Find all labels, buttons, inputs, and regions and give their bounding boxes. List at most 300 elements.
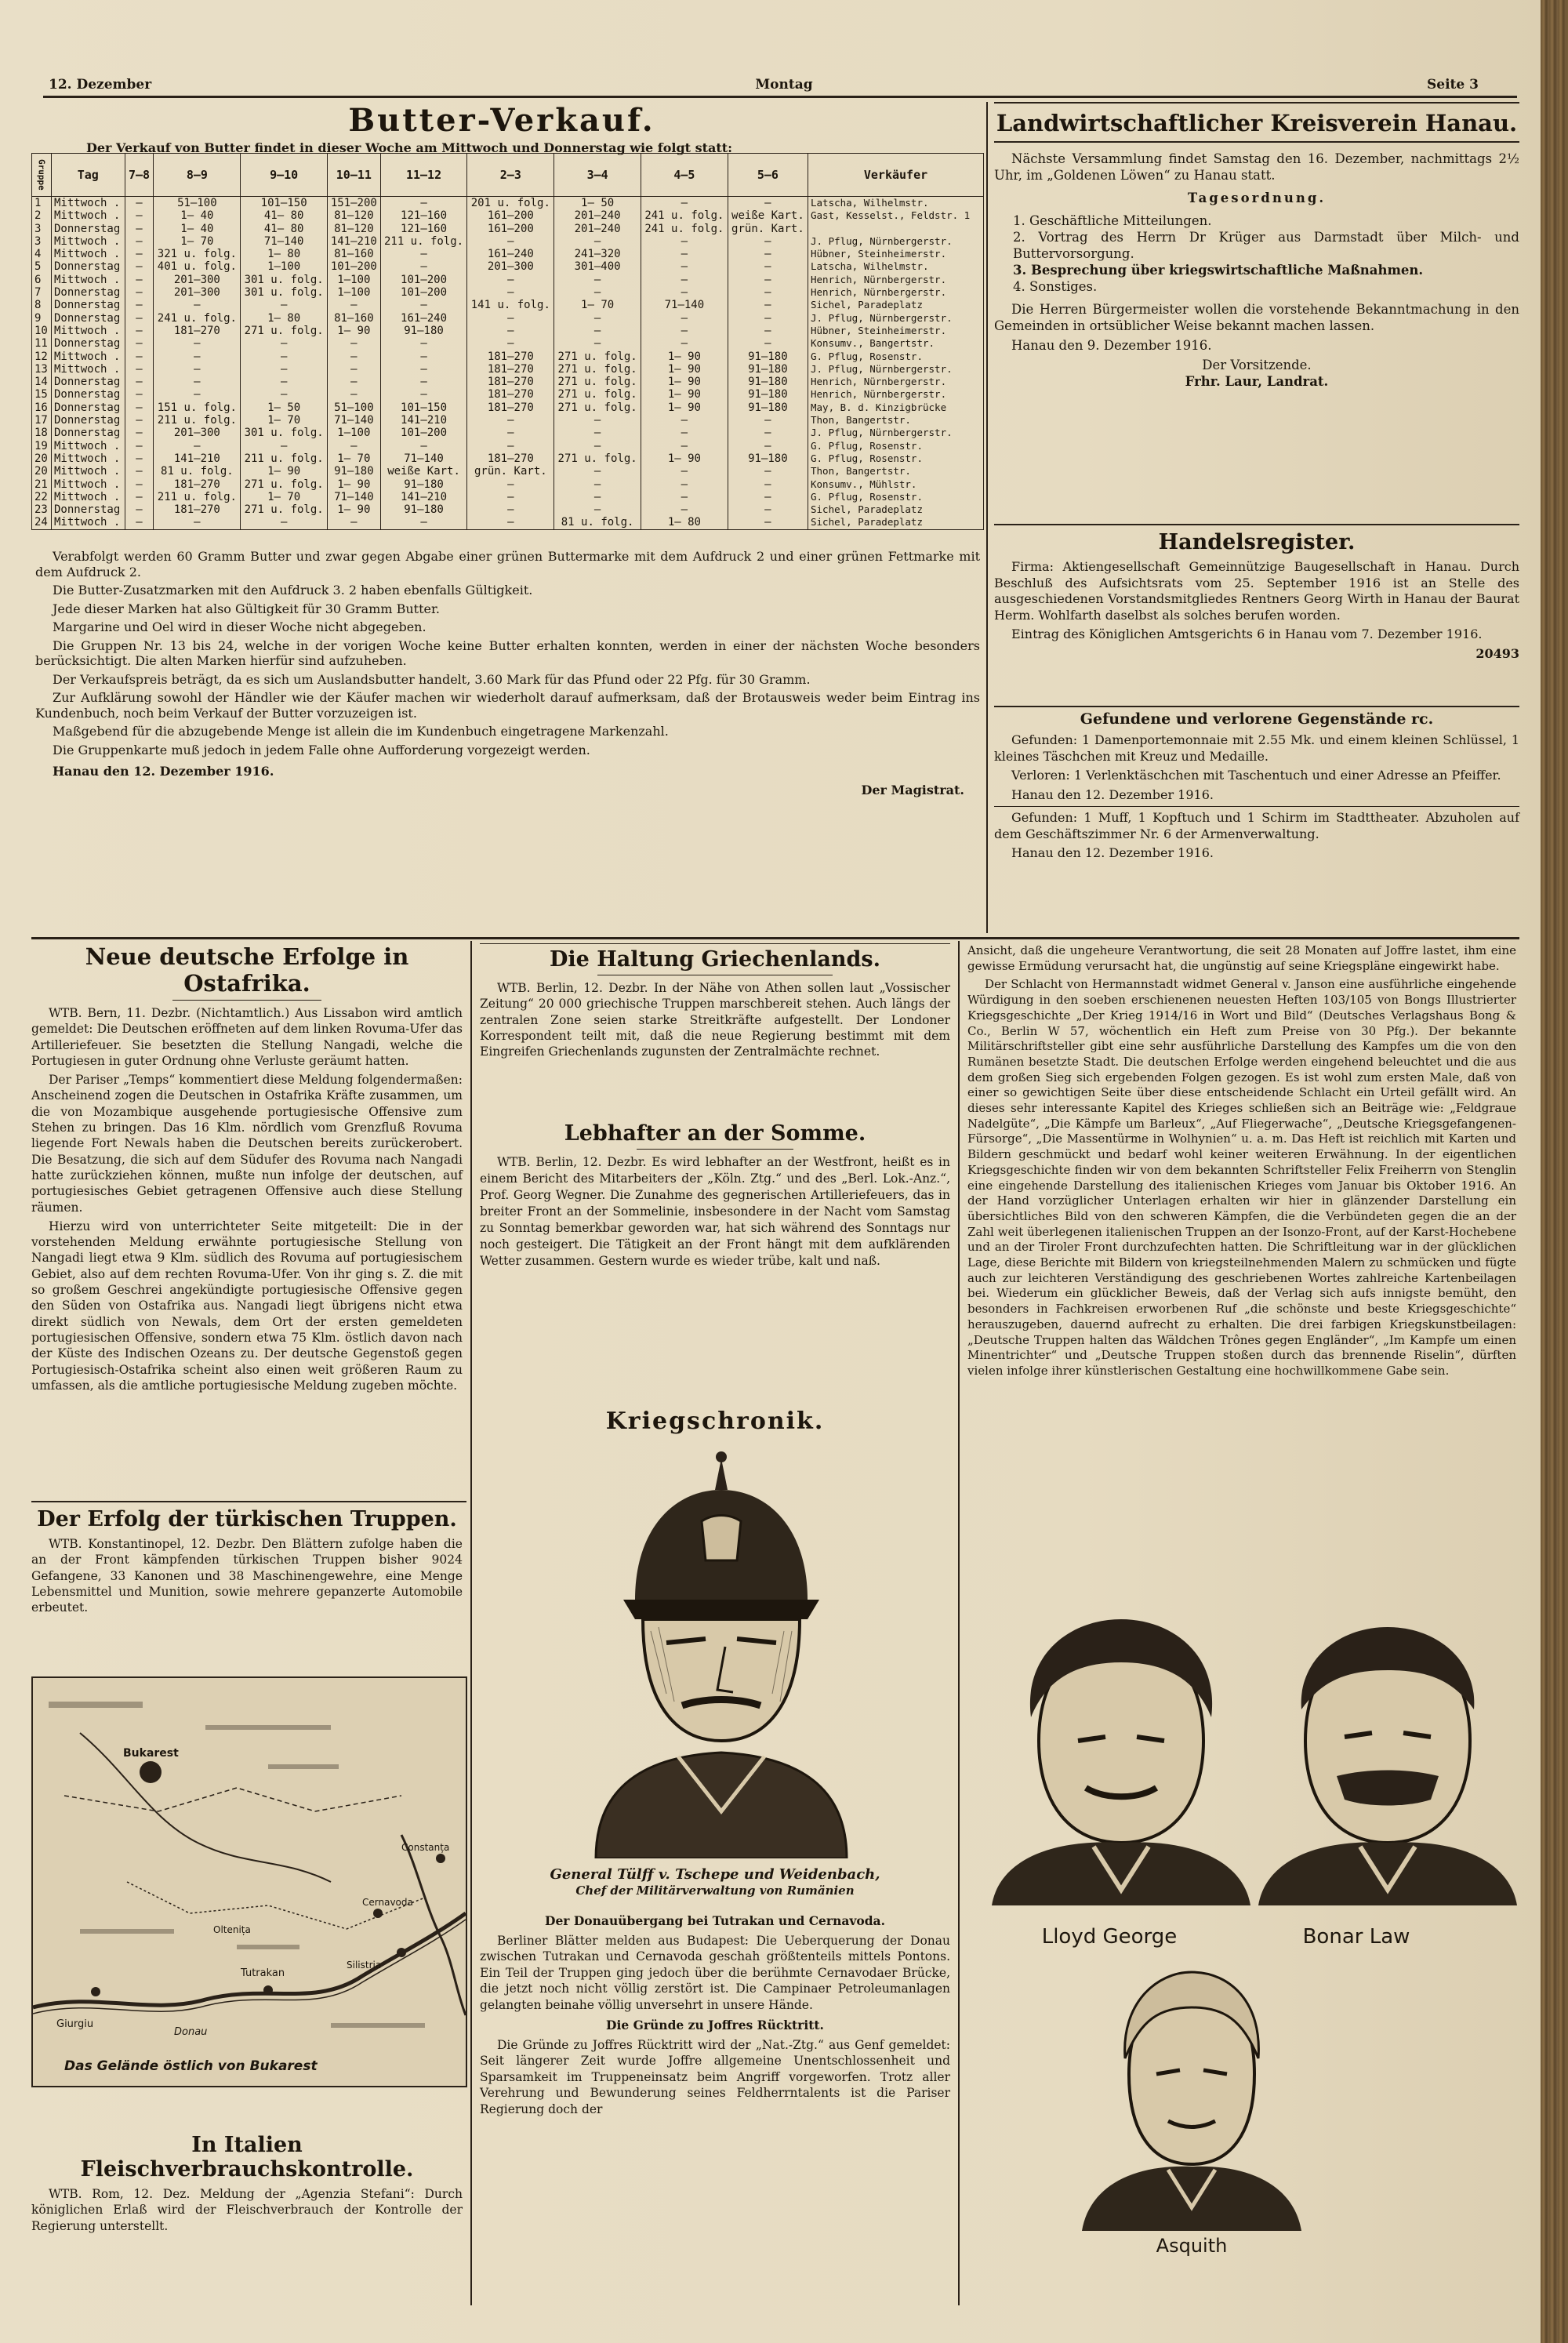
handelsregister-entry: Eintrag des Königlichen Amtsgerichts 6 in Hanau vom 7. Dezember 1916. [1011,627,1483,641]
label-bonar-law: Bonar Law [1302,1925,1410,1949]
tuerken-section [31,1507,463,1618]
table-cell: — [154,516,241,529]
ostafrika-section [31,943,463,1397]
table-cell: 8 [32,299,52,311]
kriegsgeschichte-review: Der Schlacht von Hermannstadt widmet General v. Janson eine ausführliche eingehende Würdigung in den soeben erschienenen neuesten Heften 103/105 von Bongs Illustrierter Kriegsgeschichte „Der Krieg 1914/16 in Wort und Bild“ (Deutsches Verlagshaus Bong & Co., Berlin W 57, wöchentlich ein Heft zum Preise von 30 Pfg.). Der bekannte Militärschriftsteller gibt eine sehr ausführliche Darstellung des Kampfes um die von den Rumänen besetzte Stadt. Die deutschen Erfolge werden eingehend beleuchtet und die aus dem großen Sieg sich ergebenden Folgen gezogen. Es ist wohl zum ersten Male, daß von einer so gewichtigen Seite über diese entscheidende Schlacht ein Urteil gefällt wird. An dieses sehr interessante Kapitel des Krieges schließen sich an Beiträge wie: „Feldgraue Nadelgüte“, „Die Kämpfe um Barleux“, „Auf Fliegerwache“, „Deutsche Kriegsgefangenen-Fürsorge“, „Die Massentürme in Wolhynien“ u. a. m. Das Heft ist reichlich mit Karten und Bildern geschmückt und bedarf wohl keiner weiteren Erwähnung. In der eigentlichen Kriegsgeschichte finden wir von dem bekannten Schriftsteller Felix Freiherrn von Stenglin eine eingehende Darstellung des italienischen Krieges vom Januar bis Oktober 1916. An der Hand vorzüglicher Unterlagen erhalten wir hier in glänzender Darstellung ein übersichtliches Bild von den schweren Kämpfen, die die Verbündeten gegen die an der Zahl weit überlegenen italienischen Truppen an der Isonzo-Front, auf der Karst-Hochebene und an der Tiroler Front durchzufechten hatten. Die Schriftleitung war in der glücklichen Lage, diese Berichte mit Bildern von kriegsteilnehmenden Malern zu schmücken und fügte auch zur leichteren Verständigung des geschriebenen Wortes zahlreiche Kartenbeilagen bei. Wiederum ein glücklicher Beweis, daß der Verlag sich aufs innigste bemüht, den besonders in Fachkreisen erworbenen Ruf „die schönste und beste Kriegsgeschichte“ herauszugeben, dauernd aufrecht zu erhalten. Die drei farbigen Kriegskunstbeilagen: „Deutsche Truppen halten das Wäldchen Trônes gegen Engländer“, „Im Kampfe um einen Minentrichter“ und „Deutsche Truppen stoßen durch das brennende Riselin“, dürften vielen infolge ihrer künstlerischen Gestaltung eine hochwillkommene Gabe sein. [967,977,1516,1378]
table-cell: 91—180 [728,363,808,376]
table-cell: 301—400 [554,260,641,273]
lower-divider-right [958,941,960,2305]
table-cell: 181—270 [467,351,554,363]
table-cell: 241 u. folg. [154,312,241,325]
politician-portraits-top [976,1607,1517,1921]
table-cell: — [467,414,554,427]
kreisverein-rule-top [994,102,1519,104]
tuerken-title: Der Erfolg der türkischen Truppen. [37,1507,457,1531]
table-cell: Thon, Bangertstr. [808,414,984,427]
butter-dateline: Hanau den 12. Dezember 1916. [53,764,274,779]
table-cell: 241—320 [554,248,641,260]
table-cell: 1— 90 [641,452,728,465]
table-cell: — [125,363,154,376]
table-cell: — [728,503,808,516]
table-cell: grün. Kart. [728,223,808,235]
table-header-cell: 4—5 [641,154,728,197]
butter-intro: Der Verkauf von Butter findet in dieser Woche am Mittwoch und Donnerstag wie folgt statt: [86,140,733,155]
map-label-tutrakan: Tutrakan [241,1967,285,1979]
table-row [32,516,984,529]
handelsregister-number: 20493 [1475,645,1519,661]
italien-section [31,2133,463,2237]
table-cell: 241 u. folg. [641,209,728,222]
table-cell: 12 [32,351,52,363]
table-cell: 10 [32,325,52,337]
table-cell: 19 [32,440,52,452]
table-cell: — [728,516,808,529]
table-cell: — [125,312,154,325]
fundsachen-rule [994,706,1519,707]
table-cell: Donnerstag [52,376,125,388]
table-cell: — [380,376,467,388]
book-binding [1541,0,1568,2343]
table-cell: 271 u. folg. [554,388,641,401]
table-cell: — [125,516,154,529]
table-cell: 20 [32,465,52,478]
fundsachen-dateline-1: Hanau den 12. Dezember 1916. [1011,786,1214,802]
table-cell: G. Pflug, Rosenstr. [808,351,984,363]
table-cell: — [554,325,641,337]
table-cell: — [728,440,808,452]
table-cell: 121—160 [380,223,467,235]
table-cell: Donnerstag [52,427,125,439]
table-cell: — [125,325,154,337]
table-row [32,286,984,299]
table-cell: — [467,235,554,248]
table-cell: — [467,478,554,491]
table-cell: 22 [32,491,52,503]
table-cell: 1— 70 [554,299,641,311]
handelsregister-section [994,530,1519,662]
table-cell: — [241,516,328,529]
table-cell: 18 [32,427,52,439]
table-cell: 141—210 [328,235,381,248]
table-cell: — [467,274,554,286]
butter-note-6: Der Verkaufspreis beträgt, da es sich um Auslandsbutter handelt, 3.60 Mark für das Pfund oder 22 Pfg. für 30 Gramm. [53,671,811,687]
table-cell: 1— 70 [241,491,328,503]
table-cell: — [641,274,728,286]
running-page-number: Seite 3 [1427,77,1479,93]
table-row [32,248,984,260]
map-label-oltenita: Oltenița [213,1924,251,1935]
table-cell: Donnerstag [52,223,125,235]
table-cell: 301 u. folg. [241,427,328,439]
butter-schedule-table [31,153,984,530]
table-cell: 91—180 [380,325,467,337]
right-column-text [967,943,1516,1382]
table-cell: 2 [32,209,52,222]
table-cell: — [241,299,328,311]
table-cell: G. Pflug, Rosenstr. [808,440,984,452]
table-cell: 51—100 [154,197,241,210]
table-cell: 15 [32,388,52,401]
kreisverein-rule-bottom [994,141,1519,143]
table-cell: 271 u. folg. [554,363,641,376]
table-cell: 301 u. folg. [241,274,328,286]
table-row [32,299,984,311]
table-cell: Mittwoch . [52,325,125,337]
ostafrika-para-2: Der Pariser „Temps“ kommentiert diese Meldung folgendermaßen: Anscheinend zogen die Deutschen in Ostafrika Kräfte zusammen, um die von Mozambique ausgehende portugiesische Offensive zum Stehen zu bringen. Das 16 Klm. nördlich vom Grenzfluß Rovuma liegende Fort Newals haben die Deutschen bereits zurückerobert. Die Besatzung, die sich auf dem Südufer des Rovuma nach Nangadi hatte zurückziehen können, mußte nun infolge der deutschen, auf portugiesisches Gebiet getragenen Offensive auch diese Stellung räumen. [31,1073,463,1215]
table-cell: — [125,209,154,222]
table-cell: 1— 70 [241,414,328,427]
table-cell: — [728,312,808,325]
table-cell: 24 [32,516,52,529]
table-cell: 16 [32,401,52,414]
table-row [32,376,984,388]
table-cell: Donnerstag [52,312,125,325]
tuerken-rule [31,1501,466,1502]
map-caption: Das Gelände östlich von Bukarest [64,2058,318,2074]
table-cell: — [554,427,641,439]
table-cell: — [125,427,154,439]
table-cell: — [641,235,728,248]
table-cell: — [728,197,808,210]
table-cell: 81—120 [328,209,381,222]
table-cell: 1— 70 [328,452,381,465]
table-row [32,440,984,452]
table-cell: 71—140 [328,491,381,503]
fundsachen-dateline-2: Hanau den 12. Dezember 1916. [1011,845,1214,860]
table-cell: 1— 80 [641,516,728,529]
italien-title: In Italien Fleischverbrauchskontrolle. [80,2133,414,2181]
table-cell: — [641,465,728,478]
table-cell: — [328,388,381,401]
table-cell: — [728,235,808,248]
table-header-cell: Gruppe [32,154,52,197]
somme-text: WTB. Berlin, 12. Dezbr. Es wird lebhafter an der Westfront, heißt es in einem Bericht des Mitarbeiters der „Köln. Ztg.“ und des „Berl. Lok.-Anz.“, Prof. Georg Wegner. Die Zunahme des gegnerischen Artilleriefeuers, das in breiter Front an der Sommelinie, insbesondere in der Nacht vom Samstag zu Sonntag bemerkbar geworden war, hat sich während des Sonntags nur noch gesteigert. Die Tätigkeit an der Front hängt mit dem aufklärenden Wetter zusammen. Gestern wurde es wieder trübe, kalt und naß. [480,1155,950,1268]
table-cell: 7 [32,286,52,299]
table-cell: 141—210 [154,452,241,465]
butter-note-5: Die Gruppen Nr. 13 bis 24, welche in der vorigen Woche keine Butter erhalten konnten, werden in einer der nächsten Woche besonders berücksichtigt. Die alten Marken hierfür sind aufzuheben. [35,638,980,668]
table-cell: Konsumv., Mühlstr. [808,478,984,491]
table-cell: 151—200 [328,197,381,210]
table-header-cell: 10—11 [328,154,381,197]
portrait-caption-2: Chef der Militärverwaltung von Rumänien [575,1883,855,1898]
table-cell: 201—300 [154,427,241,439]
table-cell: 161—240 [467,248,554,260]
butter-note-2: Die Butter-Zusatzmarken mit den Aufdruck 3. 2 haben ebenfalls Gültigkeit. [53,583,533,598]
kreisverein-section [994,102,1519,390]
table-cell: — [641,440,728,452]
ostafrika-title: Neue deutsche Erfolge in Ostafrika. [85,943,409,997]
table-cell: — [125,197,154,210]
table-cell: 181—270 [467,376,554,388]
table-cell: — [467,337,554,350]
table-cell: — [641,478,728,491]
table-cell: 1— 90 [641,401,728,414]
table-cell: Mittwoch . [52,516,125,529]
portrait-caption-1: General Tülff v. Tschepe und Weidenbach, [550,1866,880,1883]
table-cell: — [641,337,728,350]
table-row [32,401,984,414]
table-cell: 91—180 [728,351,808,363]
table-cell: 1— 80 [241,248,328,260]
table-cell: — [154,440,241,452]
griechenland-rule-top [480,943,950,944]
table-cell: 1— 50 [241,401,328,414]
table-cell: — [728,260,808,273]
table-cell: 1— 40 [154,223,241,235]
kreisverein-title: Landwirtschaftlicher Kreisverein Hanau. [996,110,1518,136]
table-cell: 71—140 [641,299,728,311]
table-cell: 1— 80 [241,312,328,325]
table-cell: 91—180 [380,503,467,516]
handelsregister-title: Handelsregister. [1158,530,1356,554]
table-cell: — [728,491,808,503]
table-cell: 141—210 [380,491,467,503]
table-cell: grün. Kart. [467,465,554,478]
table-cell: 81—160 [328,248,381,260]
table-cell: — [125,452,154,465]
table-cell: 201—240 [554,209,641,222]
table-cell: 181—270 [467,401,554,414]
table-cell: 14 [32,376,52,388]
table-row [32,223,984,235]
table-cell: Donnerstag [52,286,125,299]
table-cell: Mittwoch . [52,274,125,286]
table-cell: — [641,503,728,516]
tuerken-text: WTB. Konstantinopel, 12. Dezbr. Den Blättern zufolge haben die an der Front kämpfenden türkischen Truppen bisher 9024 Gefangene, 33 Kanonen und 38 Maschinengewehre, eine Menge Lebensmittel und Munition, sowie mehrere gepanzerte Automobile erbeutet. [31,1537,463,1615]
table-cell: J. Pflug, Nürnbergerstr. [808,312,984,325]
kreisverein-intro: Nächste Versammlung findet Samstag den 16. Dezember, nachmittags 2½ Uhr, im „Goldenen Löwen“ zu Hanau statt. [994,151,1519,183]
table-cell: 271 u. folg. [554,376,641,388]
fundsachen-section [994,710,1519,865]
table-cell: 181—270 [467,388,554,401]
table-row [32,414,984,427]
table-cell: 181—270 [467,363,554,376]
table-cell: 20 [32,452,52,465]
table-cell: 101—150 [380,401,467,414]
butter-title: Butter-Verkauf. [348,102,655,139]
table-cell: 181—270 [154,503,241,516]
table-cell: — [125,337,154,350]
table-cell: Donnerstag [52,260,125,273]
donau-title: Der Donauübergang bei Tutrakan und Cernavoda. [545,1913,885,1928]
table-header-cell: 2—3 [467,154,554,197]
table-header-cell: 11—12 [380,154,467,197]
griechenland-title: Die Haltung Griechenlands. [550,947,880,972]
table-cell: J. Pflug, Nürnbergerstr. [808,363,984,376]
table-cell: — [728,299,808,311]
table-cell: 101—200 [380,274,467,286]
table-cell: 9 [32,312,52,325]
fundsachen-lost: Verloren: 1 Verlenktäschchen mit Taschentuch und einer Adresse an Pfeiffer. [1011,768,1501,783]
kreisverein-agenda [994,213,1519,295]
kreisverein-signature-role: Der Vorsitzende. [1202,358,1312,372]
table-cell: 271 u. folg. [554,452,641,465]
butter-section [31,102,972,155]
map-label-constanta: Constanța [401,1842,450,1853]
table-cell: 91—180 [728,452,808,465]
table-cell: 101—150 [241,197,328,210]
ostafrika-title-rule [172,1000,321,1001]
joffre-title: Die Gründe zu Joffres Rücktritt. [606,2018,824,2032]
table-cell: Henrich, Nürnbergerstr. [808,376,984,388]
ostafrika-para-1: WTB. Bern, 11. Dezbr. (Nichtamtlich.) Aus Lissabon wird amtlich gemeldet: Die Deutschen eröffneten auf dem linken Rovuma-Ufer das Artilleriefeuer. Sie besetzten die Stellung Nangadi, welche die Portugiesen in guter Ordnung ohne Verluste geräumt hatten. [31,1006,463,1068]
table-cell: Donnerstag [52,337,125,350]
table-row [32,478,984,491]
table-row [32,325,984,337]
asquith-portrait-drawing [1074,1964,1309,2231]
table-cell: — [125,465,154,478]
table-cell: 41— 80 [241,209,328,222]
map-label-cernavoda: Cernavoda [362,1897,413,1908]
butter-note-7: Zur Aufklärung sowohl der Händler wie der Käufer machen wir wiederholt darauf aufmerksam, daß der Brotausweis weder beim Eintrag ins Kundenbuch, noch beim Verkauf der Butter vorzuzeigen ist. [35,690,980,721]
table-cell: 401 u. folg. [154,260,241,273]
table-cell: 1— 40 [154,209,241,222]
table-cell: — [728,414,808,427]
table-cell: 1 [32,197,52,210]
donau-text: Berliner Blätter melden aus Budapest: Die Ueberquerung der Donau zwischen Tutrakan und Cernavoda geschah größtenteils mittels Pontons. Ein Teil der Truppen ging jedoch über die berühmte Cernavodaer Brücke, die jetzt noch nicht völlig zerstört ist. Die Campinaer Petroleumanlagen gelangten beinahe völlig unversehrt in unsere Hände. [480,1933,950,2012]
table-cell: — [380,248,467,260]
table-cell: — [380,337,467,350]
table-row [32,491,984,503]
table-cell: 91—180 [728,376,808,388]
table-cell: — [554,414,641,427]
table-cell: 51—100 [328,401,381,414]
section-rule [31,937,1519,939]
table-cell: Henrich, Nürnbergerstr. [808,274,984,286]
table-cell: 271 u. folg. [241,503,328,516]
table-cell: 201—300 [154,286,241,299]
table-cell: — [728,465,808,478]
table-cell: — [554,286,641,299]
table-cell: Donnerstag [52,503,125,516]
table-row [32,260,984,273]
running-date: 12. Dezember [49,77,152,93]
table-cell: Thon, Bangertstr. [808,465,984,478]
table-cell: — [154,337,241,350]
butter-note-4: Margarine und Oel wird in dieser Woche nicht abgegeben. [53,619,426,634]
table-cell: Hübner, Steinheimerstr. [808,325,984,337]
joffre-continuation: Ansicht, daß die ungeheure Verantwortung, die seit 28 Monaten auf Joffre lastet, ihm eine gewisse Ermüdung verursacht hat, die ungünstig auf seine Kriegspläne eingewirkt habe. [967,943,1516,973]
table-cell: 1—100 [328,427,381,439]
table-cell: — [641,286,728,299]
table-row [32,197,984,210]
table-cell: 101—200 [328,260,381,273]
table-cell: — [728,337,808,350]
portrait-asquith [1074,1964,1309,2231]
table-cell: Henrich, Nürnbergerstr. [808,388,984,401]
fundsachen-title: Gefundene und verlorene Gegenstände rc. [1080,710,1434,728]
table-cell: 121—160 [380,209,467,222]
table-cell: — [241,337,328,350]
table-cell: — [125,235,154,248]
table-cell: — [554,478,641,491]
table-cell: 81 u. folg. [554,516,641,529]
table-cell: — [467,491,554,503]
table-cell: Sichel, Paradeplatz [808,503,984,516]
table-cell: 3 [32,223,52,235]
table-cell: — [554,465,641,478]
table-cell: Donnerstag [52,388,125,401]
table-row [32,337,984,350]
fundsachen-found-1: Gefunden: 1 Damenportemonnaie mit 2.55 Mk. und einem kleinen Schlüssel, 1 kleines Täschchen mit Kreuz und Medaille. [994,732,1519,764]
table-cell: — [154,363,241,376]
agenda-item: 4. Sonstiges. [1013,279,1098,294]
table-cell: — [241,351,328,363]
table-cell: 1— 90 [328,478,381,491]
table-cell: — [154,388,241,401]
table-cell: — [380,260,467,273]
table-cell: 17 [32,414,52,427]
table-cell: 101—200 [380,427,467,439]
table-cell: 241 u. folg. [641,223,728,235]
kreisverein-agenda-title: Tagesordnung. [1187,191,1327,205]
table-cell: — [641,312,728,325]
table-cell: — [728,286,808,299]
table-cell: 3 [32,235,52,248]
table-cell: 211 u. folg. [380,235,467,248]
table-cell: 1— 50 [554,197,641,210]
table-cell: — [380,440,467,452]
fundsachen-divider [994,806,1519,807]
table-cell [808,223,984,235]
table-cell: — [125,248,154,260]
map-label-silistria: Silistria [347,1960,382,1971]
table-cell: 1— 90 [641,363,728,376]
table-cell: Mittwoch . [52,465,125,478]
table-cell: — [328,351,381,363]
kriegschronik-title: Kriegschronik. [605,1408,825,1435]
table-cell: — [328,516,381,529]
table-cell: 201—300 [154,274,241,286]
table-cell: Mittwoch . [52,209,125,222]
table-cell: 91—180 [328,465,381,478]
table-cell: — [467,286,554,299]
table-cell: — [467,427,554,439]
table-header-cell: Verkäufer [808,154,984,197]
table-cell: J. Pflug, Nürnbergerstr. [808,427,984,439]
ostafrika-para-3: Hierzu wird von unterrichteter Seite mitgeteilt: Die in der vorstehenden Meldung erwähnte portugiesische Stellung von Nangadi liegt etwa 9 Klm. südlich des Rovuma auf portugiesischem Gebiet, also auf dem rechten Rovuma-Ufer. Von ihr ging s. Z. die mit so großem Geschrei angekündigte portugiesische Offensive gegen den Süden von Ostafrika aus. Nangadi liegt übrigens nicht etwa direkt südlich von Newals, dem Ort der ersten gemeldeten portugiesischen Offensive, sondern etwa 75 Klm. östlich davon nach der Küste des Indischen Ozeans zu. Der deutsche Gegenstoß gegen Portugiesisch-Ostafrika scheint also einen weit größeren Raum zu umfassen, als die amtliche portugiesische Meldung zugeben möchte. [31,1219,463,1393]
butter-note-3: Jede dieser Marken hat also Gültigkeit für 30 Gramm Butter. [53,601,440,616]
somme-title-rule [637,1149,793,1150]
table-cell: — [380,363,467,376]
table-cell: 81—120 [328,223,381,235]
donau-section [480,1913,950,2120]
griechenland-text: WTB. Berlin, 12. Dezbr. In der Nähe von Athen sollen laut „Vossischer Zeitung“ 20 000 griechische Truppen marschbereit stehen. Auch längs der zentralen Zone seien starke Streitkräfte aufgestellt. Der Londoner Korrespondent teilt mit, daß die neue Regierung bestimmt mit dem Eingreifen Griechenlands zugunsten der Zentralmächte rechnet. [480,981,950,1059]
table-cell: — [641,325,728,337]
table-header-cell: 7—8 [125,154,154,197]
table-cell: — [554,274,641,286]
table-cell: 1—100 [328,286,381,299]
table-cell: — [728,427,808,439]
table-cell: Sichel, Paradeplatz [808,299,984,311]
table-row [32,274,984,286]
table-cell: — [125,260,154,273]
table-cell: 1— 90 [241,465,328,478]
table-cell: Hübner, Steinheimerstr. [808,248,984,260]
table-cell: 321 u. folg. [154,248,241,260]
label-lloyd-george: Lloyd George [1041,1925,1178,1949]
table-cell: 201—240 [554,223,641,235]
table-cell: 1— 90 [641,388,728,401]
table-cell: Sichel, Paradeplatz [808,516,984,529]
table-cell: 13 [32,363,52,376]
map-label-bukarest: Bukarest [123,1747,179,1760]
butter-note-9: Die Gruppenkarte muß jedoch in jedem Falle ohne Aufforderung vorgezeigt werden. [53,742,590,757]
portrait-illustration [549,1443,894,1858]
label-asquith: Asquith [1156,2235,1228,2257]
table-cell: Donnerstag [52,299,125,311]
table-cell: — [125,223,154,235]
